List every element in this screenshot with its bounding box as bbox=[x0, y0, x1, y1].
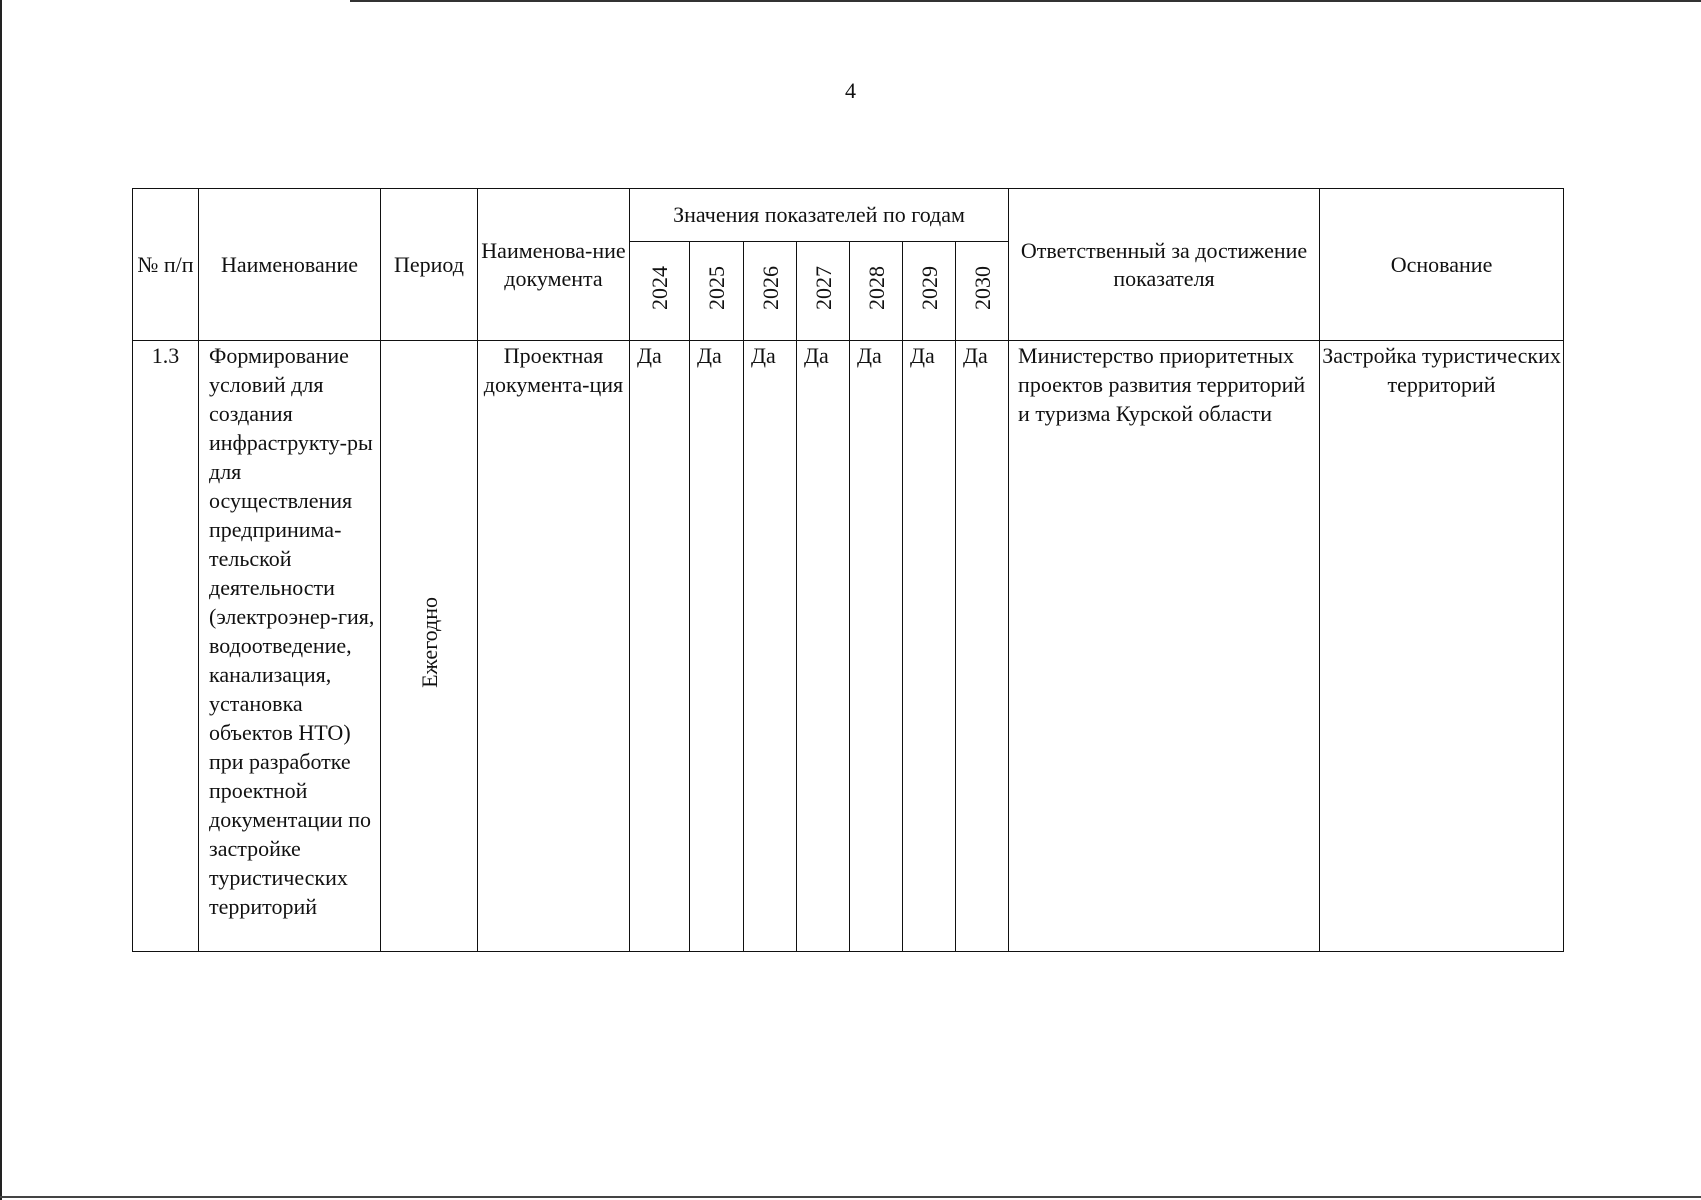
header-row bbox=[133, 189, 1564, 242]
header-name: Наименование bbox=[199, 189, 381, 341]
row-value-2030: Да bbox=[956, 341, 1009, 952]
header-doc-name: Наименова-ние документа bbox=[478, 189, 630, 341]
row-value-2026: Да bbox=[744, 341, 797, 952]
row-value-2025: Да bbox=[690, 341, 744, 952]
scan-edge-bottom bbox=[0, 1196, 1701, 1198]
header-year-2027: 2027 bbox=[797, 242, 850, 341]
row-value-2027: Да bbox=[797, 341, 850, 952]
row-value-2028: Да bbox=[850, 341, 903, 952]
row-basis: Застройка туристических территорий bbox=[1320, 341, 1564, 952]
header-year-2024: 2024 bbox=[630, 242, 690, 341]
header-year-2029: 2029 bbox=[903, 242, 956, 341]
header-num: № п/п bbox=[133, 189, 199, 341]
header-year-2028: 2028 bbox=[850, 242, 903, 341]
header-basis: Основание bbox=[1320, 189, 1564, 341]
row-value-2024: Да bbox=[630, 341, 690, 952]
header-year-2026: 2026 bbox=[744, 242, 797, 341]
header-period: Период bbox=[381, 189, 478, 341]
row-responsible: Министерство приоритетных проектов развития территорий и туризма Курской области bbox=[1009, 341, 1320, 952]
row-period: Ежегодно bbox=[381, 341, 478, 952]
header-responsible: Ответственный за достижение показателя bbox=[1009, 189, 1320, 341]
row-value-2029: Да bbox=[903, 341, 956, 952]
header-year-2025: 2025 bbox=[690, 242, 744, 341]
row-num: 1.3 bbox=[133, 341, 199, 952]
header-year-2030: 2030 bbox=[956, 242, 1009, 341]
indicators-table bbox=[132, 188, 1564, 952]
table-row bbox=[133, 341, 1564, 952]
page-number: 4 bbox=[845, 78, 856, 103]
row-doc-name: Проектная документа-ция bbox=[478, 341, 630, 952]
scan-edge-top bbox=[350, 0, 1701, 2]
row-name: Формирование условий для создания инфраструкту-ры для осуществления предпринима-тельской деятельности (электроэнер-гия, водоотведение, канализация, установка объектов НТО) при разработке проектной документации по застройке туристических территорий bbox=[199, 341, 381, 952]
header-years-title: Значения показателей по годам bbox=[630, 189, 1009, 242]
scan-edge-left bbox=[0, 0, 2, 1200]
